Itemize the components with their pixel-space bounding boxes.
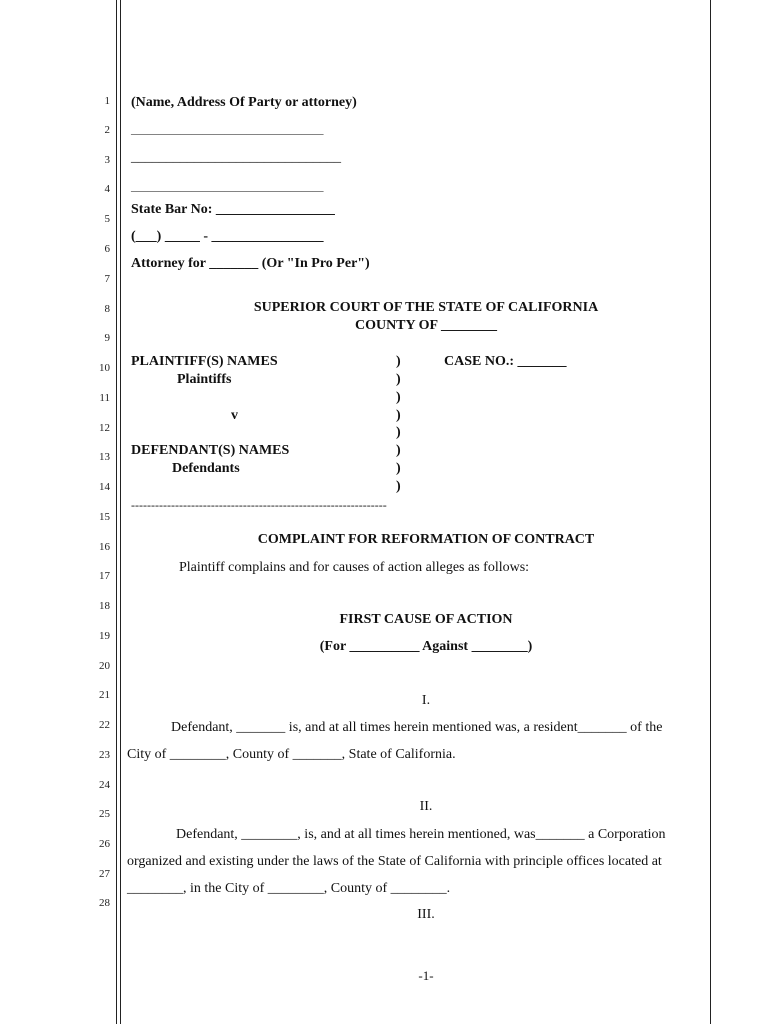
address-blank-line-2: ______________________________ [131, 150, 341, 165]
for-against-line: (For __________ Against ________) [319, 639, 533, 654]
paragraph-2-line-3: ________, in the City of ________, County of ________. [127, 881, 451, 896]
caption-paren: ) [396, 390, 401, 405]
caption-paren: ) [396, 354, 401, 369]
line-number: 14 [99, 481, 110, 493]
first-cause-heading: FIRST CAUSE OF ACTION [339, 612, 513, 627]
line-number: 20 [99, 660, 110, 672]
line-number: 17 [99, 570, 110, 582]
right-margin-rule [710, 0, 711, 1024]
line-number: 19 [99, 630, 110, 642]
caption-paren: ) [396, 479, 401, 494]
versus: v [231, 408, 238, 423]
line-number: 16 [99, 541, 110, 553]
line-number: 28 [99, 897, 110, 909]
line-number: 8 [104, 303, 110, 315]
line-number: 24 [99, 779, 110, 791]
page-number: -1- [418, 968, 434, 983]
court-county: COUNTY OF ________ [354, 318, 498, 333]
caption-paren: ) [396, 372, 401, 387]
caption-paren: ) [396, 443, 401, 458]
address-blank-line-3: ___________________________________ [131, 181, 324, 193]
paragraph-2-line-1: Defendant, ________, is, and at all times herein mentioned, was_______ a Corporation [176, 827, 666, 842]
defendants-names: DEFENDANT(S) NAMES [131, 443, 290, 458]
party-name-address-label: (Name, Address Of Party or attorney) [131, 95, 357, 110]
line-number: 10 [99, 362, 110, 374]
plaintiffs-names: PLAINTIFF(S) NAMES [131, 354, 278, 369]
caption-paren: ) [396, 408, 401, 423]
line-number: 12 [99, 422, 110, 434]
caption-divider: ---------------------------------------------------------------- [131, 498, 387, 512]
defendants-label: Defendants [172, 461, 240, 476]
caption-paren: ) [396, 425, 401, 440]
line-number: 27 [99, 868, 110, 880]
paragraph-1-line-1: Defendant, _______ is, and at all times herein mentioned was, a resident_______ of the [171, 720, 663, 735]
address-blank-line-1: ___________________________________ [131, 124, 324, 136]
line-number: 2 [104, 124, 110, 136]
complaint-intro: Plaintiff complains and for causes of action alleges as follows: [179, 560, 530, 575]
line-number: 15 [99, 511, 110, 523]
plaintiffs-label: Plaintiffs [177, 372, 232, 387]
line-number: 11 [99, 392, 110, 404]
court-name: SUPERIOR COURT OF THE STATE OF CALIFORNIA [253, 300, 599, 315]
line-number: 21 [99, 689, 110, 701]
line-number: 23 [99, 749, 110, 761]
line-number: 22 [99, 719, 110, 731]
line-number: 5 [104, 213, 110, 225]
left-margin-rule-2 [120, 0, 121, 1024]
line-number: 9 [104, 332, 110, 344]
line-number: 6 [104, 243, 110, 255]
line-number: 1 [104, 95, 110, 107]
line-number: 18 [99, 600, 110, 612]
left-margin-rule-1 [116, 0, 117, 1024]
paragraph-2-line-2: organized and existing under the laws of the State of California with principle offices located at [127, 854, 662, 869]
section-3-heading: III. [417, 907, 435, 922]
line-number: 13 [99, 451, 110, 463]
line-number: 25 [99, 808, 110, 820]
state-bar-number: State Bar No: _________________ [131, 202, 335, 217]
attorney-for: Attorney for _______ (Or "In Pro Per") [131, 256, 370, 271]
line-number: 7 [104, 273, 110, 285]
case-number: CASE NO.: _______ [444, 354, 567, 369]
line-number: 4 [104, 183, 110, 195]
caption-paren: ) [396, 461, 401, 476]
section-2-heading: II. [419, 799, 433, 814]
complaint-title: COMPLAINT FOR REFORMATION OF CONTRACT [257, 532, 595, 547]
line-number: 3 [104, 154, 110, 166]
line-number: 26 [99, 838, 110, 850]
phone-number: (___) _____ - ________________ [131, 229, 324, 244]
paragraph-1-line-2: City of ________, County of _______, State of California. [127, 747, 456, 762]
section-1-heading: I. [421, 693, 431, 708]
